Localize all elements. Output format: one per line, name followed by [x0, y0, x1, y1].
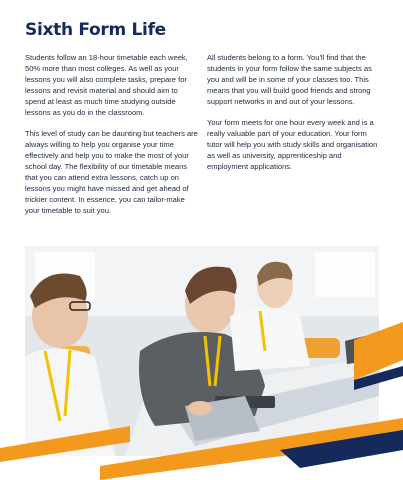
right-text-column: [207, 53, 379, 184]
left-paragraph-2: This level of study can be daunting but teachers are always willing to help you organise your time effectively and help you to make the most of your school day. The flexibility of our timetable means that you can attend extra lessons, catch up on lessons you might have missed and get ahead of trickier content. In essence, you can tailor-make your timetable to suit you.: [25, 129, 198, 215]
left-text-column: [25, 53, 200, 227]
page-title: Sixth Form Life: [25, 20, 166, 40]
left-paragraph-1: Students follow an 18-hour timetable each week, 50% more than most colleges. As well as your lessons you will also complete tasks, prepare for lessons and revisit material and should aim to spend at least as much time studying outside lessons as you do in the classroom.: [25, 53, 188, 117]
right-paragraph-2: Your form meets for one hour every week and is a really valuable part of your education. Your form tutor will help you with study skills and organisation as well as university, apprenticeship and employment applications.: [207, 118, 378, 172]
right-paragraph-1: All students belong to a form. You'll find that the students in your form follow the same subjects as you and will be in some of your classes too. This means that you will build good friends and strong support networks in and out of your lessons.: [207, 53, 372, 106]
decorative-stripes: [0, 300, 403, 480]
